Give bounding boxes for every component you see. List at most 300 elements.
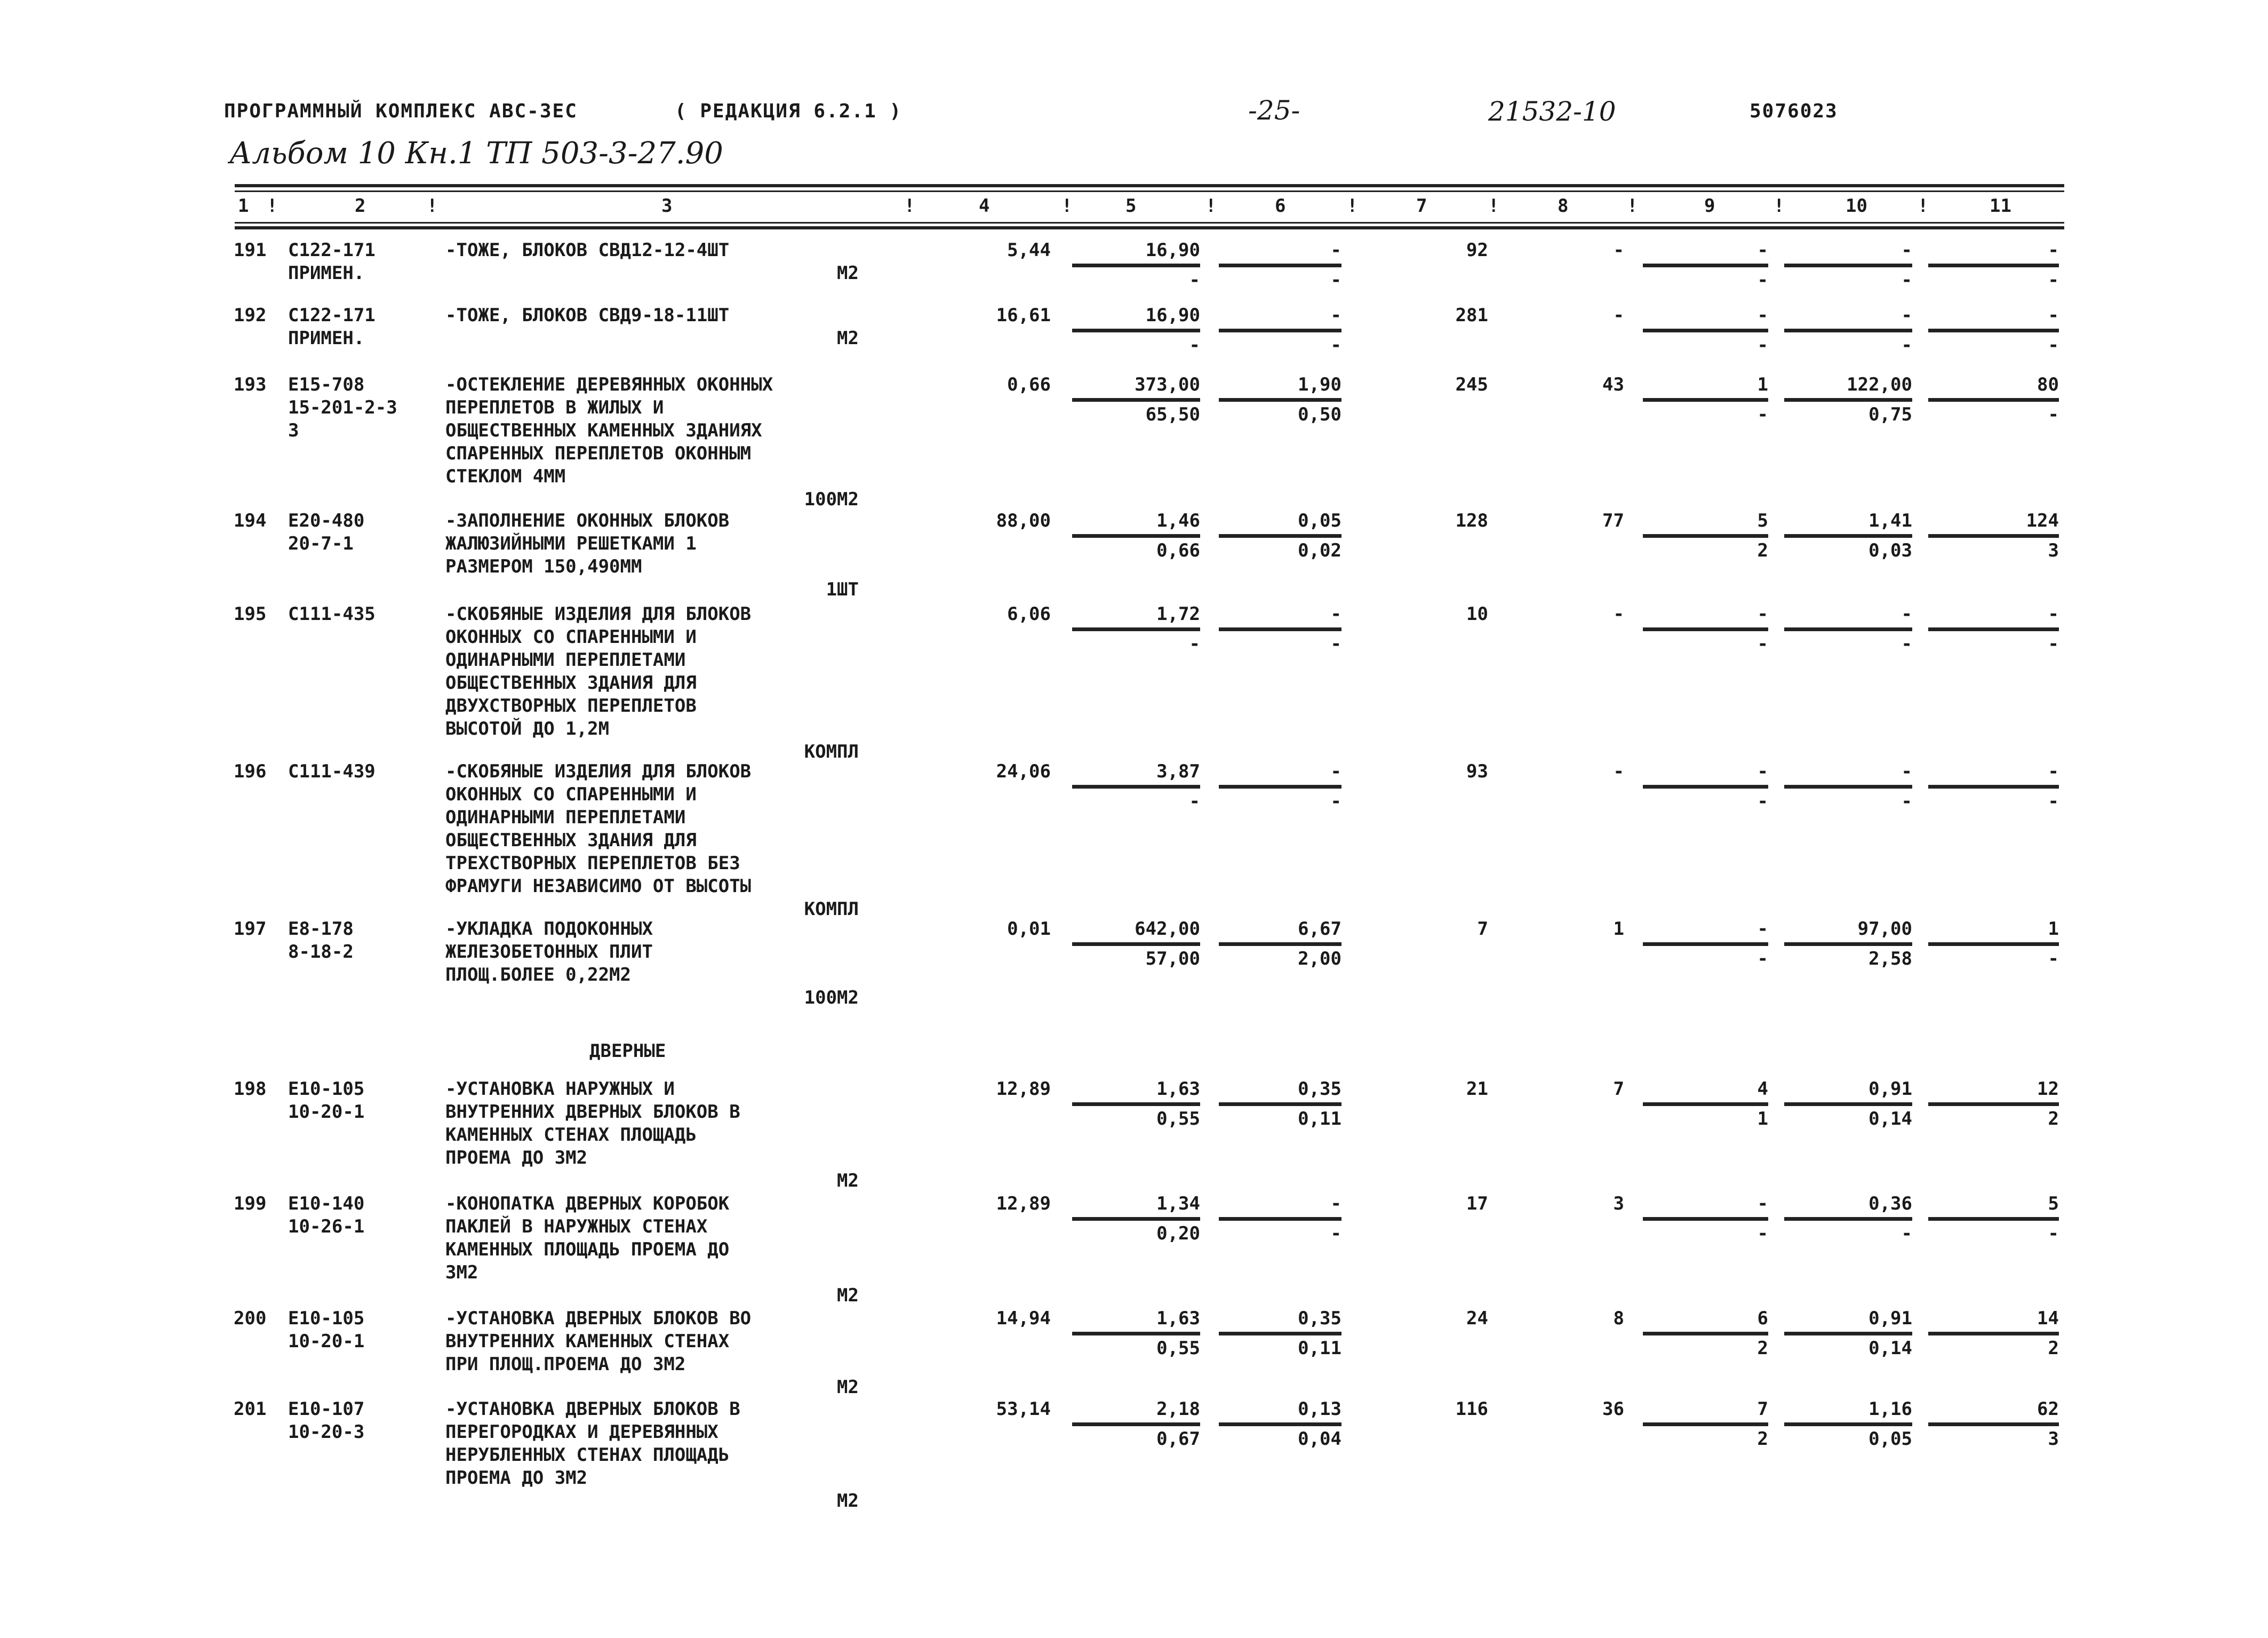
fraction-denominator: - [1189, 633, 1200, 655]
fraction-numerator: 3,87 [1156, 761, 1200, 782]
fraction-numerator: 122,00 [1847, 374, 1912, 395]
fraction-denominator: 0,55 [1156, 1108, 1200, 1130]
rate-code: Е10-105 10-20-1 [288, 1078, 365, 1123]
fraction-cell-c6 [1219, 1398, 1341, 1451]
fraction-bar [1072, 398, 1200, 402]
quantity-value: 12,89 [996, 1193, 1051, 1214]
fraction-denominator: 2,58 [1868, 948, 1912, 969]
program-title: ПРОГРАММНЫЙ КОМПЛЕКС АВС-ЗЕС [224, 100, 578, 122]
fraction-bar [1643, 942, 1768, 946]
unit-of-measure: М2 [837, 1285, 859, 1306]
fraction-denominator: 0,03 [1868, 540, 1912, 561]
col-5: 5 [1125, 195, 1137, 217]
fraction-numerator: 14 [2037, 1308, 2059, 1329]
fraction-denominator: 0,02 [1298, 540, 1341, 561]
quantity-value: 0,66 [1007, 374, 1051, 395]
fraction-bar [1219, 942, 1341, 946]
fraction-cell-c9 [1643, 1078, 1768, 1131]
sep: ! [1205, 195, 1217, 217]
fraction-bar [1928, 1217, 2059, 1221]
fraction-bar [1643, 398, 1768, 402]
fraction-bar [1072, 1332, 1200, 1335]
fraction-bar [1072, 264, 1200, 267]
work-description: -СКОБЯНЫЕ ИЗДЕЛИЯ ДЛЯ БЛОКОВ ОКОННЫХ СО СПАРЕННЫМИ И ОДИНАРНЫМИ ПЕРЕПЛЕТАМИ ОБЩЕСТВЕННЫХ ЗДАНИЯ ДЛЯ ДВУХСТВОРНЫХ ПЕРЕПЛЕТОВ ВЫСОТОЙ ДО 1,2М [445, 603, 752, 740]
fraction-numerator: 0,36 [1868, 1193, 1912, 1214]
fraction-bar [1928, 1422, 2059, 1426]
fraction-cell-c10 [1784, 1078, 1912, 1131]
fraction-numerator: - [1901, 761, 1912, 782]
rate-code: Е15-708 15-201-2-3 3 [288, 374, 397, 441]
fraction-denominator: - [1901, 335, 1912, 356]
fraction-numerator: 6,67 [1298, 918, 1341, 940]
fraction-numerator: 642,00 [1135, 918, 1200, 940]
fraction-denominator: 3 [2048, 1428, 2059, 1450]
fraction-denominator: 0,14 [1868, 1108, 1912, 1130]
work-description: -КОНОПАТКА ДВЕРНЫХ КОРОБОК ПАКЛЕЙ В НАРУЖНЫХ СТЕНАХ КАМЕННЫХ ПЛОЩАДЬ ПРОЕМА ДО 3М2 [445, 1193, 730, 1283]
fraction-cell-c10 [1784, 918, 1912, 971]
fraction-cell-c11 [1928, 603, 2059, 656]
fraction-bar [1219, 785, 1341, 789]
fraction-bar [1219, 398, 1341, 402]
fraction-bar [1219, 1332, 1341, 1335]
fraction-numerator: 124 [2026, 510, 2059, 531]
fraction-cell-c5 [1072, 1398, 1200, 1451]
fraction-cell-c9 [1643, 373, 1768, 426]
fraction-denominator: 0,75 [1868, 404, 1912, 425]
fraction-denominator: - [1330, 335, 1341, 356]
col-4: 4 [979, 195, 990, 217]
rate-code: Е10-107 10-20-3 [288, 1398, 365, 1443]
fraction-denominator: - [2048, 335, 2059, 356]
fraction-bar [1643, 785, 1768, 789]
fraction-numerator: 16,90 [1145, 305, 1200, 326]
header-thin-rule [235, 190, 2064, 192]
fraction-cell-c9 [1643, 1192, 1768, 1245]
fraction-bar [1219, 534, 1341, 538]
work-description: -УСТАНОВКА НАРУЖНЫХ И ВНУТРЕННИХ ДВЕРНЫХ БЛОКОВ В КАМЕННЫХ СТЕНАХ ПЛОЩАДЬ ПРОЕМА ДО 3М2 [445, 1078, 740, 1168]
fraction-bar [1643, 264, 1768, 267]
fraction-cell-c6 [1219, 603, 1341, 656]
fraction-cell-c9 [1643, 918, 1768, 971]
fraction-denominator: - [1330, 1223, 1341, 1244]
rate-code: Е20-480 20-7-1 [288, 510, 365, 554]
fraction-bar [1784, 1102, 1912, 1106]
fraction-numerator: - [1330, 240, 1341, 261]
value-col7: 245 [1455, 374, 1488, 395]
fraction-cell-c10 [1784, 373, 1912, 426]
fraction-bar [1784, 329, 1912, 332]
fraction-cell-c9 [1643, 1398, 1768, 1451]
fraction-bar [1072, 627, 1200, 631]
fraction-cell-c6 [1219, 760, 1341, 813]
fraction-cell-c5 [1072, 1307, 1200, 1360]
fraction-cell-c11 [1928, 760, 2059, 813]
fraction-cell-c6 [1219, 239, 1341, 292]
fraction-bar [1643, 1217, 1768, 1221]
unit-of-measure: М2 [837, 1170, 859, 1191]
fraction-numerator: 5 [2048, 1193, 2059, 1214]
row-number: 201 [234, 1398, 267, 1420]
fraction-denominator: - [1901, 1223, 1912, 1244]
fraction-denominator: 0,05 [1868, 1428, 1912, 1450]
fraction-denominator: - [2048, 1223, 2059, 1244]
fraction-bar [1928, 627, 2059, 631]
fraction-numerator: - [1901, 305, 1912, 326]
row-number: 191 [234, 240, 267, 261]
fraction-denominator: - [1757, 948, 1768, 969]
fraction-numerator: - [1757, 603, 1768, 625]
fraction-denominator: 57,00 [1145, 948, 1200, 969]
fraction-bar [1928, 942, 2059, 946]
fraction-bar [1643, 534, 1768, 538]
fraction-cell-c6 [1219, 510, 1341, 562]
fraction-numerator: - [2048, 240, 2059, 261]
header-bottom-rule [235, 222, 2064, 224]
fraction-numerator: 1,63 [1156, 1308, 1200, 1329]
quantity-value: 53,14 [996, 1398, 1051, 1420]
value-col8: 7 [1613, 1078, 1624, 1100]
fraction-numerator: 0,91 [1868, 1308, 1912, 1329]
fraction-numerator: 5 [1757, 510, 1768, 531]
fraction-denominator: - [2048, 269, 2059, 291]
row-number: 198 [234, 1078, 267, 1100]
fraction-numerator: - [1330, 305, 1341, 326]
fraction-numerator: - [1757, 305, 1768, 326]
fraction-numerator: 4 [1757, 1078, 1768, 1100]
fraction-numerator: 12 [2037, 1078, 2059, 1100]
fraction-denominator: - [1757, 404, 1768, 425]
value-col7: 7 [1477, 918, 1488, 940]
row-number: 192 [234, 305, 267, 326]
fraction-numerator: - [1757, 240, 1768, 261]
work-description: -ЗАПОЛНЕНИЕ ОКОННЫХ БЛОКОВ ЖАЛЮЗИЙНЫМИ РЕШЕТКАМИ 1 РАЗМЕРОМ 150,490ММ [445, 510, 730, 577]
fraction-numerator: 7 [1757, 1398, 1768, 1420]
fraction-denominator: 2,00 [1298, 948, 1341, 969]
fraction-bar [1643, 627, 1768, 631]
fraction-cell-c5 [1072, 373, 1200, 426]
fraction-denominator: - [1757, 269, 1768, 291]
fraction-bar [1784, 1217, 1912, 1221]
fraction-bar [1928, 1102, 2059, 1106]
fraction-denominator: 2 [1757, 1338, 1768, 1359]
fraction-cell-c10 [1784, 1398, 1912, 1451]
fraction-denominator: 2 [1757, 1428, 1768, 1450]
fraction-numerator: 1,41 [1868, 510, 1912, 531]
fraction-bar [1928, 785, 2059, 789]
fraction-bar [1219, 329, 1341, 332]
fraction-numerator: 1 [2048, 918, 2059, 940]
fraction-bar [1928, 329, 2059, 332]
row-number: 195 [234, 603, 267, 625]
fraction-denominator: 0,20 [1156, 1223, 1200, 1244]
fraction-numerator: - [1330, 1193, 1341, 1214]
fraction-cell-c11 [1928, 1307, 2059, 1360]
col-10: 10 [1846, 195, 1867, 217]
fraction-bar [1643, 1422, 1768, 1426]
fraction-bar [1072, 534, 1200, 538]
fraction-numerator: 1,72 [1156, 603, 1200, 625]
value-col8: - [1613, 761, 1624, 782]
fraction-cell-c9 [1643, 304, 1768, 357]
unit-of-measure: 100М2 [804, 987, 859, 1008]
fraction-denominator: - [1901, 633, 1912, 655]
sep: ! [267, 195, 278, 217]
fraction-cell-c10 [1784, 1192, 1912, 1245]
row-number: 199 [234, 1193, 267, 1214]
row-number: 200 [234, 1308, 267, 1329]
fraction-denominator: 0,50 [1298, 404, 1341, 425]
fraction-bar [1928, 264, 2059, 267]
sep: ! [1061, 195, 1073, 217]
unit-of-measure: М2 [837, 1377, 859, 1398]
value-col8: - [1613, 305, 1624, 326]
fraction-numerator: 1 [1757, 374, 1768, 395]
sep: ! [904, 195, 915, 217]
fraction-numerator: 97,00 [1857, 918, 1912, 940]
edition-label: ( РЕДАКЦИЯ 6.2.1 ) [675, 100, 903, 122]
fraction-numerator: 0,05 [1298, 510, 1341, 531]
rate-code: С111-435 [288, 603, 376, 625]
row-number: 194 [234, 510, 267, 531]
fraction-cell-c9 [1643, 1307, 1768, 1360]
fraction-numerator: 0,35 [1298, 1078, 1341, 1100]
fraction-denominator: 2 [2048, 1338, 2059, 1359]
value-col7: 10 [1466, 603, 1488, 625]
fraction-numerator: 0,13 [1298, 1398, 1341, 1420]
section-title: ДВЕРНЫЕ [589, 1040, 666, 1062]
fraction-cell-c6 [1219, 304, 1341, 357]
col-8: 8 [1558, 195, 1569, 217]
fraction-cell-c5 [1072, 1078, 1200, 1131]
fraction-denominator: 0,14 [1868, 1338, 1912, 1359]
sep: ! [427, 195, 438, 217]
col-1: 1 [238, 195, 249, 217]
value-col8: 3 [1613, 1193, 1624, 1214]
fraction-numerator: 2,18 [1156, 1398, 1200, 1420]
fraction-numerator: - [1757, 1193, 1768, 1214]
value-col7: 17 [1466, 1193, 1488, 1214]
fraction-denominator: - [2048, 404, 2059, 425]
fraction-bar [1784, 785, 1912, 789]
fraction-bar [1072, 785, 1200, 789]
value-col7: 116 [1455, 1398, 1488, 1420]
fraction-cell-c11 [1928, 1078, 2059, 1131]
fraction-denominator: - [1330, 633, 1341, 655]
header-bottom-rule-thick [235, 226, 2064, 229]
fraction-denominator: - [1757, 335, 1768, 356]
value-col8: 43 [1602, 374, 1624, 395]
rate-code: Е10-105 10-20-1 [288, 1308, 365, 1352]
fraction-cell-c5 [1072, 1192, 1200, 1245]
fraction-numerator: 80 [2037, 374, 2059, 395]
unit-of-measure: КОМПЛ [804, 898, 859, 920]
fraction-cell-c6 [1219, 373, 1341, 426]
fraction-denominator: 0,66 [1156, 540, 1200, 561]
document-code: 5076023 [1750, 100, 1838, 122]
col-11: 11 [1990, 195, 2011, 217]
fraction-bar [1784, 1332, 1912, 1335]
fraction-denominator: - [1189, 269, 1200, 291]
fraction-bar [1072, 1102, 1200, 1106]
fraction-bar [1219, 1422, 1341, 1426]
rate-code: Е8-178 8-18-2 [288, 918, 354, 963]
sep: ! [1774, 195, 1785, 217]
value-col7: 24 [1466, 1308, 1488, 1329]
fraction-cell-c5 [1072, 239, 1200, 292]
fraction-cell-c6 [1219, 918, 1341, 971]
col-9: 9 [1704, 195, 1715, 217]
column-header-row [235, 195, 2064, 220]
row-number: 197 [234, 918, 267, 940]
unit-of-measure: 100М2 [804, 489, 859, 510]
fraction-cell-c11 [1928, 918, 2059, 971]
rate-code: С122-171 ПРИМЕН. [288, 305, 376, 349]
work-description: -УСТАНОВКА ДВЕРНЫХ БЛОКОВ ВО ВНУТРЕННИХ КАМЕННЫХ СТЕНАХ ПРИ ПЛОЩ.ПРОЕМА ДО 3М2 [445, 1308, 752, 1375]
fraction-bar [1784, 398, 1912, 402]
fraction-bar [1219, 1102, 1341, 1106]
fraction-cell-c10 [1784, 304, 1912, 357]
fraction-bar [1784, 942, 1912, 946]
col-3: 3 [661, 195, 673, 217]
fraction-denominator: - [2048, 948, 2059, 969]
fraction-denominator: - [1189, 335, 1200, 356]
fraction-denominator: - [1901, 791, 1912, 812]
fraction-denominator: 65,50 [1145, 404, 1200, 425]
value-col7: 93 [1466, 761, 1488, 782]
work-description: -УСТАНОВКА ДВЕРНЫХ БЛОКОВ В ПЕРЕГОРОДКАХ И ДЕРЕВЯННЫХ НЕРУБЛЕННЫХ СТЕНАХ ПЛОЩАДЬ ПРОЕМА ДО 3М2 [445, 1398, 740, 1489]
value-col8: - [1613, 240, 1624, 261]
fraction-cell-c9 [1643, 603, 1768, 656]
fraction-denominator: - [1189, 791, 1200, 812]
fraction-numerator: - [1757, 761, 1768, 782]
work-description: -ТОЖЕ, БЛОКОВ СВД9-18-11ШТ [445, 305, 730, 326]
fraction-denominator: 3 [2048, 540, 2059, 561]
fraction-bar [1072, 1217, 1200, 1221]
fraction-cell-c5 [1072, 918, 1200, 971]
fraction-numerator: 1,46 [1156, 510, 1200, 531]
fraction-cell-c10 [1784, 603, 1912, 656]
fraction-bar [1219, 627, 1341, 631]
col-2: 2 [355, 195, 366, 217]
fraction-bar [1643, 1332, 1768, 1335]
fraction-numerator: - [1901, 240, 1912, 261]
quantity-value: 24,06 [996, 761, 1051, 782]
value-col8: 1 [1613, 918, 1624, 940]
fraction-denominator: - [1757, 633, 1768, 655]
fraction-denominator: - [1330, 791, 1341, 812]
fraction-bar [1072, 942, 1200, 946]
fraction-numerator: 0,91 [1868, 1078, 1912, 1100]
page-number: -25- [1248, 95, 1300, 126]
fraction-denominator: 1 [1757, 1108, 1768, 1130]
quantity-value: 88,00 [996, 510, 1051, 531]
fraction-cell-c10 [1784, 510, 1912, 562]
fraction-denominator: 0,11 [1298, 1108, 1341, 1130]
fraction-cell-c5 [1072, 603, 1200, 656]
value-col7: 21 [1466, 1078, 1488, 1100]
fraction-bar [1784, 534, 1912, 538]
fraction-numerator: 62 [2037, 1398, 2059, 1420]
fraction-bar [1072, 329, 1200, 332]
fraction-numerator: - [1330, 603, 1341, 625]
value-col8: - [1613, 603, 1624, 625]
fraction-cell-c9 [1643, 760, 1768, 813]
fraction-cell-c10 [1784, 239, 1912, 292]
fraction-cell-c11 [1928, 1398, 2059, 1451]
row-number: 193 [234, 374, 267, 395]
value-col7: 281 [1455, 305, 1488, 326]
fraction-denominator: 0,55 [1156, 1338, 1200, 1359]
col-7: 7 [1416, 195, 1427, 217]
fraction-numerator: 373,00 [1135, 374, 1200, 395]
value-col7: 92 [1466, 240, 1488, 261]
fraction-denominator: - [2048, 791, 2059, 812]
fraction-numerator: 6 [1757, 1308, 1768, 1329]
fraction-numerator: 1,34 [1156, 1193, 1200, 1214]
fraction-bar [1643, 1102, 1768, 1106]
fraction-numerator: - [2048, 305, 2059, 326]
fraction-denominator: 0,04 [1298, 1428, 1341, 1450]
header-top-rule [235, 184, 2064, 187]
fraction-cell-c11 [1928, 239, 2059, 292]
fraction-cell-c5 [1072, 510, 1200, 562]
fraction-bar [1928, 398, 2059, 402]
fraction-numerator: 1,90 [1298, 374, 1341, 395]
fraction-bar [1219, 264, 1341, 267]
unit-of-measure: 1ШТ [826, 579, 859, 600]
fraction-cell-c10 [1784, 760, 1912, 813]
quantity-value: 5,44 [1007, 240, 1051, 261]
sep: ! [1347, 195, 1358, 217]
fraction-denominator: 2 [2048, 1108, 2059, 1130]
quantity-value: 6,06 [1007, 603, 1051, 625]
fraction-numerator: - [2048, 761, 2059, 782]
fraction-cell-c10 [1784, 1307, 1912, 1360]
fraction-cell-c6 [1219, 1192, 1341, 1245]
document-number: 21532-10 [1488, 96, 1616, 127]
fraction-cell-c11 [1928, 510, 2059, 562]
quantity-value: 16,61 [996, 305, 1051, 326]
rate-code: Е10-140 10-26-1 [288, 1193, 365, 1237]
sep: ! [1488, 195, 1499, 217]
fraction-bar [1928, 1332, 2059, 1335]
value-col8: 36 [1602, 1398, 1624, 1420]
rate-code: С122-171 ПРИМЕН. [288, 240, 376, 284]
unit-of-measure: КОМПЛ [804, 741, 859, 762]
fraction-bar [1784, 264, 1912, 267]
value-col8: 8 [1613, 1308, 1624, 1329]
fraction-cell-c6 [1219, 1307, 1341, 1360]
quantity-value: 0,01 [1007, 918, 1051, 940]
fraction-bar [1643, 329, 1768, 332]
sep: ! [1627, 195, 1638, 217]
fraction-cell-c11 [1928, 1192, 2059, 1245]
fraction-denominator: - [1757, 791, 1768, 812]
fraction-numerator: - [1330, 761, 1341, 782]
row-number: 196 [234, 761, 267, 782]
fraction-numerator: - [1901, 603, 1912, 625]
fraction-cell-c9 [1643, 239, 1768, 292]
fraction-bar [1784, 1422, 1912, 1426]
fraction-cell-c11 [1928, 304, 2059, 357]
fraction-bar [1784, 627, 1912, 631]
album-reference: Альбом 10 Кн.1 ТП 503-3-27.90 [229, 136, 723, 171]
fraction-cell-c5 [1072, 304, 1200, 357]
work-description: -УКЛАДКА ПОДОКОННЫХ ЖЕЛЕЗОБЕТОННЫХ ПЛИТ ПЛОЩ.БОЛЕЕ 0,22М2 [445, 918, 653, 985]
fraction-denominator: 0,11 [1298, 1338, 1341, 1359]
value-col8: 77 [1602, 510, 1624, 531]
quantity-value: 12,89 [996, 1078, 1051, 1100]
